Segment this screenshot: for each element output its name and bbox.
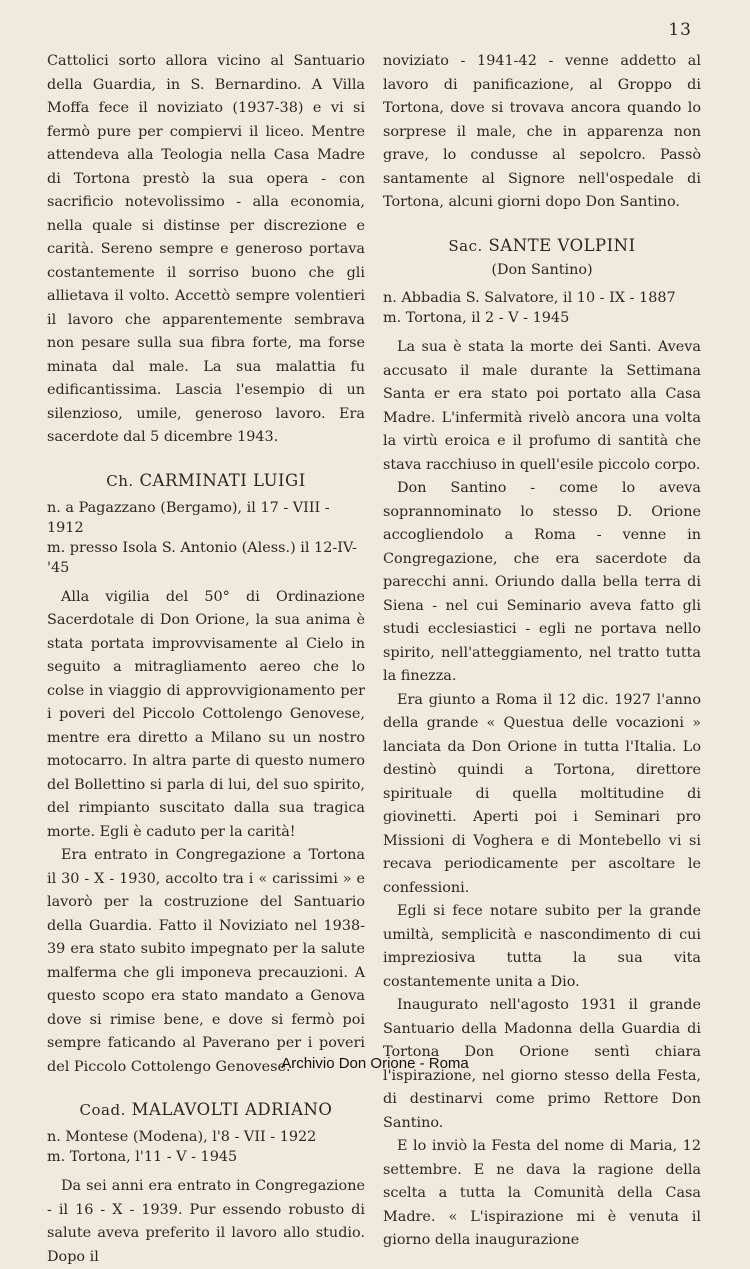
entry-name: MALAVOLTI ADRIANO [131, 1100, 333, 1119]
body-paragraph: Da sei anni era entrato in Congregazione - il 16 - X - 1939. Pur essendo robusto di salute aveva preferito il lavoro allo studio. Dopo il [47, 1178, 365, 1265]
body-paragraph: Inaugurato nell'agosto 1931 il grande Santuario della Madonna della Guardia di Tortona Don Orione sentì chiara l'ispirazione, nel giorno stesso della Festa, di destinarvi come primo Rettore Don Santino. [383, 997, 701, 1131]
entry-name: SANTE VOLPINI [488, 235, 636, 255]
page-number: 13 [668, 20, 692, 40]
entry-title: Coad. [79, 1101, 126, 1119]
archive-footer: Archivio Don Orione - Roma [281, 1055, 469, 1072]
entry-dates-carminati [47, 498, 365, 578]
entry-nickname: (Don Santino) [491, 261, 593, 278]
entry-heading-malavolti [47, 1099, 365, 1121]
body-paragraph: Don Santino - come lo aveva soprannominato lo stesso D. Orione accogliendolo a Roma - venne in Congregazione, che era sacerdote da parecchi anni. Oriundo dalla bella terra di Siena - nel cui Seminario aveva fatto gli studi ecclesiastici - egli ne portava nello spirito, nell'atteggiamento, nel tratto tutta la finezza. [383, 480, 701, 684]
body-paragraph: La sua è stata la morte dei Santi. Aveva accusato il male durante la Settimana Santa er era stato poi portato alla Casa Madre. L'infermità rivelò ancora una volta la virtù eroica e il profumo di santità che stava racchiuso in quell'esile piccolo corpo. [383, 339, 701, 473]
entry-name: CARMINATI LUIGI [139, 470, 306, 490]
entry-title: Ch. [106, 471, 134, 490]
entry-dates-volpini [383, 288, 701, 328]
entry-heading-volpini [383, 235, 701, 257]
birth-date: n. Abbadia S. Salvatore, il 10 - IX - 1887 [383, 290, 676, 306]
entry-dates-malavolti [47, 1127, 365, 1167]
body-paragraph: Alla vigilia del 50° di Ordinazione Sacerdotale di Don Orione, la sua anima è stata portata improvvisamente al Cielo in seguito a mitragliamento aereo che lo colse in viaggio di approvvigionamento per i poveri del Piccolo Cottolengo Genovese, mentre era diretto a Milano su un nostro motocarro. In altra parte di questo numero del Bollettino si parla di lui, del suo spirito, del rimpianto suscitato dalla sua tragica morte. Egli è caduto per la carità! [47, 588, 365, 840]
death-date: m. presso Isola S. Antonio (Aless.) il 12-IV-'45 [47, 539, 357, 576]
body-paragraph: Era giunto a Roma il 12 dic. 1927 l'anno della grande « Questua delle vocazioni » lanciata da Don Orione in tutta l'Italia. Lo destinò quindi a Tortona, direttore spirituale di quella moltitudine di giovinetti. Aperti poi i Seminari pro Missioni di Voghera e di Montebello vi si recava periodicamente per ascoltare le confessioni. [383, 691, 701, 896]
birth-date: n. Montese (Modena), l'8 - VII - 1922 [47, 1129, 317, 1145]
body-paragraph: Era entrato in Congregazione a Tortona il 30 - X - 1930, accolto tra i « carissimi » e lavorò per la costruzione del Santuario della Guardia. Fatto il Noviziato nel 1938-39 era stato subito impegnato per la salute malferma che gli imponeva precauzioni. A questo scopo era stato mandato a Genova dove si rimise bene, e dove si fermò poi sempre faticando al Paverano per i poveri del Piccolo Cottolengo Genovese. [47, 847, 365, 1075]
intro-paragraph: noviziato - 1941-42 - venne addetto al lavoro di panificazione, al Groppo di Tortona, dove si trovava ancora quando lo sorprese il male, che in apparenza non grave, lo condusse al sepolcro. Passò santamente al Signore nell'ospedale di Tortona, alcuni giorni dopo Don Santino. [383, 53, 701, 210]
entry-heading-carminati [47, 470, 365, 492]
death-date: m. Tortona, l'11 - V - 1945 [47, 1149, 238, 1165]
body-paragraph: E lo inviò la Festa del nome di Maria, 12 settembre. E ne dava la ragione della scelta a tutta la Comunità della Casa Madre. « L'ispirazione mi è venuta il giorno della inaugurazione [383, 1138, 701, 1248]
body-paragraph: Egli si fece notare subito per la grande umiltà, semplicità e nascondimento di cui impreziosiva tutta la sua vita costantemente unita a Dio. [383, 903, 701, 990]
entry-title: Sac. [448, 236, 483, 255]
intro-paragraph: Cattolici sorto allora vicino al Santuario della Guardia, in S. Bernardino. A Villa Moffa fece il noviziato (1937-38) e vi si fermò pure per compiervi il liceo. Mentre attendeva alla Teologia nella Casa Madre di Tortona prestò la sua opera - con sacrificio notevolissimo - alla economia, nella quale si distinse per discrezione e carità. Sereno sempre e generoso portava costantemente il sorriso buono che gli allietava il volto. Accettò sempre volentieri il lavoro che apparentemente sembrava non pesare sulla sua fibra forte, ma forse minata dal male. La sua malattia fu edificantissima. Lascia l'esempio di un silenzioso, umile, generoso lavoro. Era sacerdote dal 5 dicembre 1943. [47, 53, 365, 445]
left-column [47, 50, 365, 1269]
birth-date: n. a Pagazzano (Bergamo), il 17 - VIII - 1912 [47, 499, 330, 536]
death-date: m. Tortona, il 2 - V - 1945 [383, 310, 570, 326]
right-column [383, 50, 701, 1253]
